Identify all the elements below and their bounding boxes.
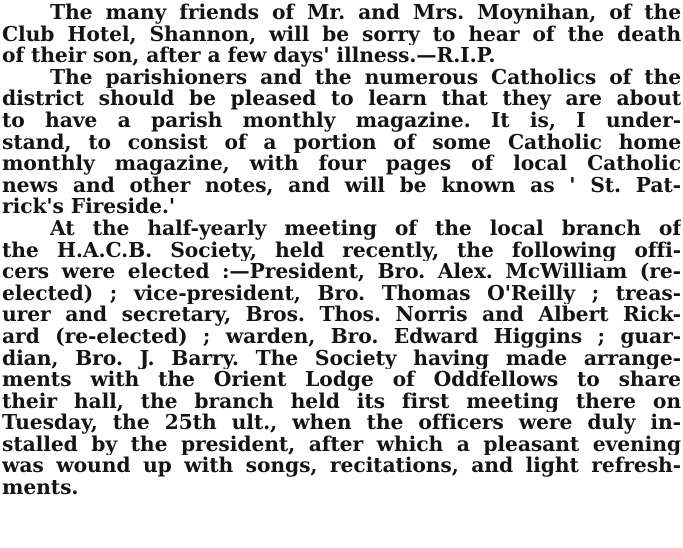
text-line: ard (re-elected) ; warden, Bro. Edward Higgins ; guar-	[2, 325, 681, 348]
newspaper-article	[2, 2, 681, 499]
text-line: The parishioners and the numerous Catholics of the	[50, 66, 681, 89]
text-line: urer and secretary, Bros. Thos. Norris and Albert Rick-	[2, 304, 681, 326]
text-line: to have a parish monthly magazine. It is, I under-	[2, 109, 681, 132]
text-line: of their son, after a few days' illness.—R.I.P.	[2, 45, 496, 67]
text-line: elected) ; vice-president, Bro. Thomas O'Reilly ; treas-	[2, 282, 681, 305]
text-line: dian, Bro. J. Barry. The Society having made arrange-	[2, 347, 681, 370]
text-line: Tuesday, the 25th ult., when the officers were duly in-	[2, 412, 681, 434]
text-line: stand, to consist of a portion of some Catholic home	[2, 131, 681, 154]
paragraph-hacb-society-meeting	[2, 218, 681, 499]
text-line: At the half-yearly meeting of the local branch of	[50, 217, 681, 240]
text-line: cers were elected :—President, Bro. Alex. McWilliam (re-	[2, 261, 681, 283]
text-line: ments.	[2, 477, 79, 499]
text-line: rick's Fireside.'	[2, 196, 175, 218]
text-line: district should be pleased to learn that they are about	[2, 88, 681, 110]
text-line: Club Hotel, Shannon, will be sorry to hear of the death	[2, 23, 681, 46]
text-line: ments with the Orient Lodge of Oddfellows to share	[2, 369, 681, 391]
paragraph-parish-magazine	[2, 67, 681, 218]
text-line: stalled by the president, after which a pleasant evening	[2, 433, 681, 456]
paragraph-moynihan-death-notice	[2, 2, 681, 67]
text-line: news and other notes, and will be known as ' St. Pat-	[2, 174, 681, 197]
text-line: their hall, the branch held its first meeting there on	[2, 390, 681, 413]
text-line: The many friends of Mr. and Mrs. Moynihan, of the	[50, 2, 681, 24]
text-line: the H.A.C.B. Society, held recently, the following offi-	[2, 239, 681, 262]
text-line: monthly magazine, with four pages of local Catholic	[2, 153, 681, 175]
text-line: was wound up with songs, recitations, and light refresh-	[2, 455, 681, 478]
